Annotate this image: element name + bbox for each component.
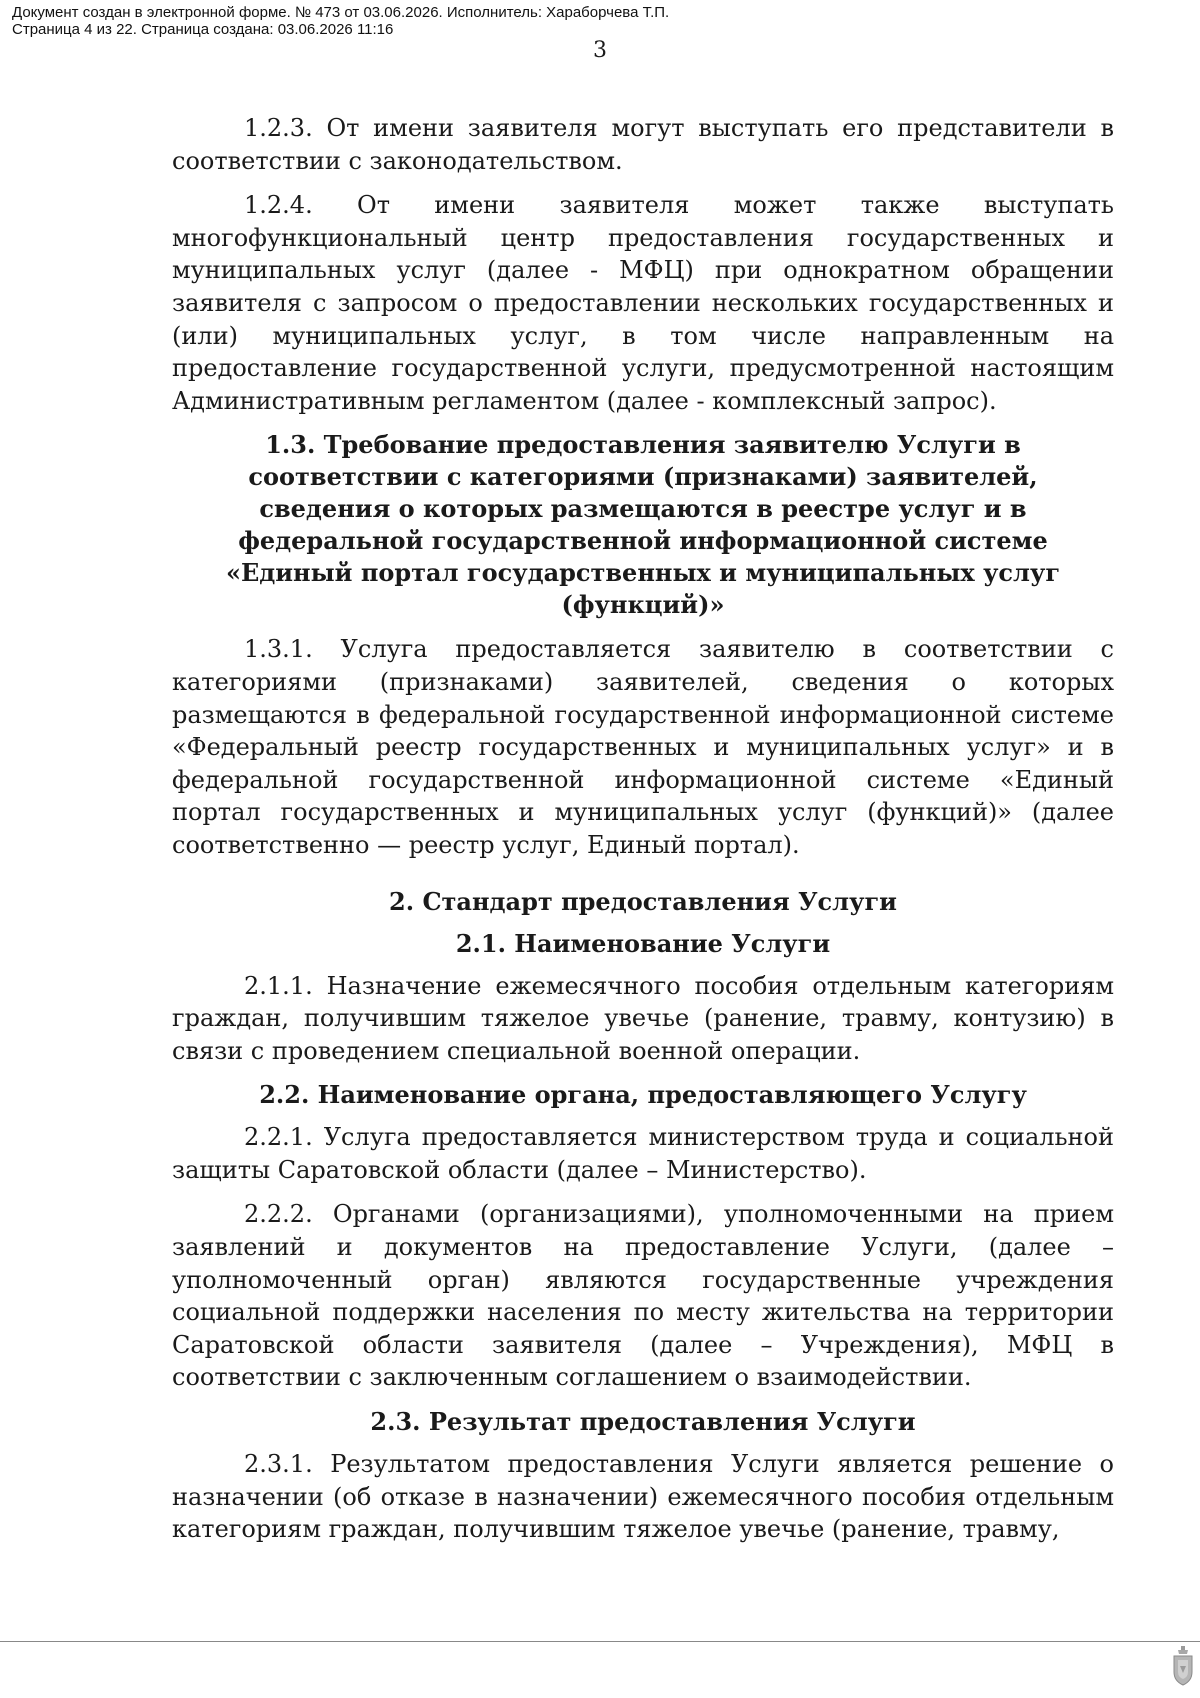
paragraph-1-2-4: 1.2.4. От имени заявителя может также выступать многофункциональный центр предоставления государственных и муниципальных услуг (далее - МФЦ) при однократном обращении заявителя с запросом о предоставлении нескольких государственных и (или) муниципальных услуг, в том числе направленным на предоставление государственной услуги, предусмотренной настоящим Административным регламентом (далее - комплексный запрос). — [172, 191, 1114, 415]
heading-2-1: 2.1. Наименование Услуги — [455, 928, 831, 958]
coat-of-arms-icon — [1172, 1646, 1194, 1686]
footer-line-page: Страница 4 из 22. Страница создана: 03.06.2026 11:16 — [12, 21, 394, 38]
paragraph-2-2-1: 2.2.1. Услуга предоставляется министерством труда и социальной защиты Саратовской области (далее – Министерство). — [172, 1123, 1114, 1184]
footer-line-document: Документ создан в электронной форме. № 473 от 03.06.2026. Исполнитель: Хараборчева Т.П. — [12, 4, 670, 21]
heading-section-2: 2. Стандарт предоставления Услуги — [389, 886, 897, 916]
paragraph-1-2-3: 1.2.3. От имени заявителя могут выступать его представители в соответствии с законодательством. — [172, 114, 1114, 175]
heading-2-2: 2.2. Наименование органа, предоставляющего Услугу — [259, 1080, 1027, 1110]
paragraph-2-3-1: 2.3.1. Результатом предоставления Услуги является решение о назначении (об отказе в назначении) ежемесячного пособия отдельным категориям граждан, получившим тяжелое увечье (ранение, травму, — [172, 1450, 1114, 1544]
paragraph-2-1-1: 2.1.1. Назначение ежемесячного пособия отдельным категориям граждан, получившим тяжелое увечье (ранение, травму, контузию) в связи с проведением специальной военной операции. — [172, 971, 1114, 1065]
page-number: 3 — [593, 38, 607, 63]
paragraph-2-2-2: 2.2.2. Органами (организациями), уполномоченными на прием заявлений и документов на предоставление Услуги, (далее – уполномоченный орган) являются государственные учреждения социальной поддержки населения по месту жительства на территории Саратовской области заявителя (далее – Учреждения), МФЦ в соответствии с заключенным соглашением о взаимодействии. — [172, 1200, 1114, 1392]
document-body — [172, 112, 1114, 1558]
footer-text — [12, 4, 669, 38]
heading-1-3: 1.3. Требование предоставления заявителю Услуги в соответствии с категориями (признаками) заявителей, сведения о которых размещаются в реестре услуг и в федеральной государственной информационной системе «Единый портал государственных и муниципальных услуг (функций)» — [225, 430, 1061, 620]
footer-divider — [0, 1641, 1200, 1642]
heading-2-3: 2.3. Результат предоставления Услуги — [370, 1407, 916, 1437]
paragraph-1-3-1: 1.3.1. Услуга предоставляется заявителю в соответствии с категориями (признаками) заявителей, сведения о которых размещаются в федеральной государственной информационной системе «Федеральный реестр государственных и муниципальных услуг» и в федеральной государственной информационной системе «Единый портал государственных и муниципальных услуг (функций)» (далее соответственно — реестр услуг, Единый портал). — [172, 635, 1114, 859]
